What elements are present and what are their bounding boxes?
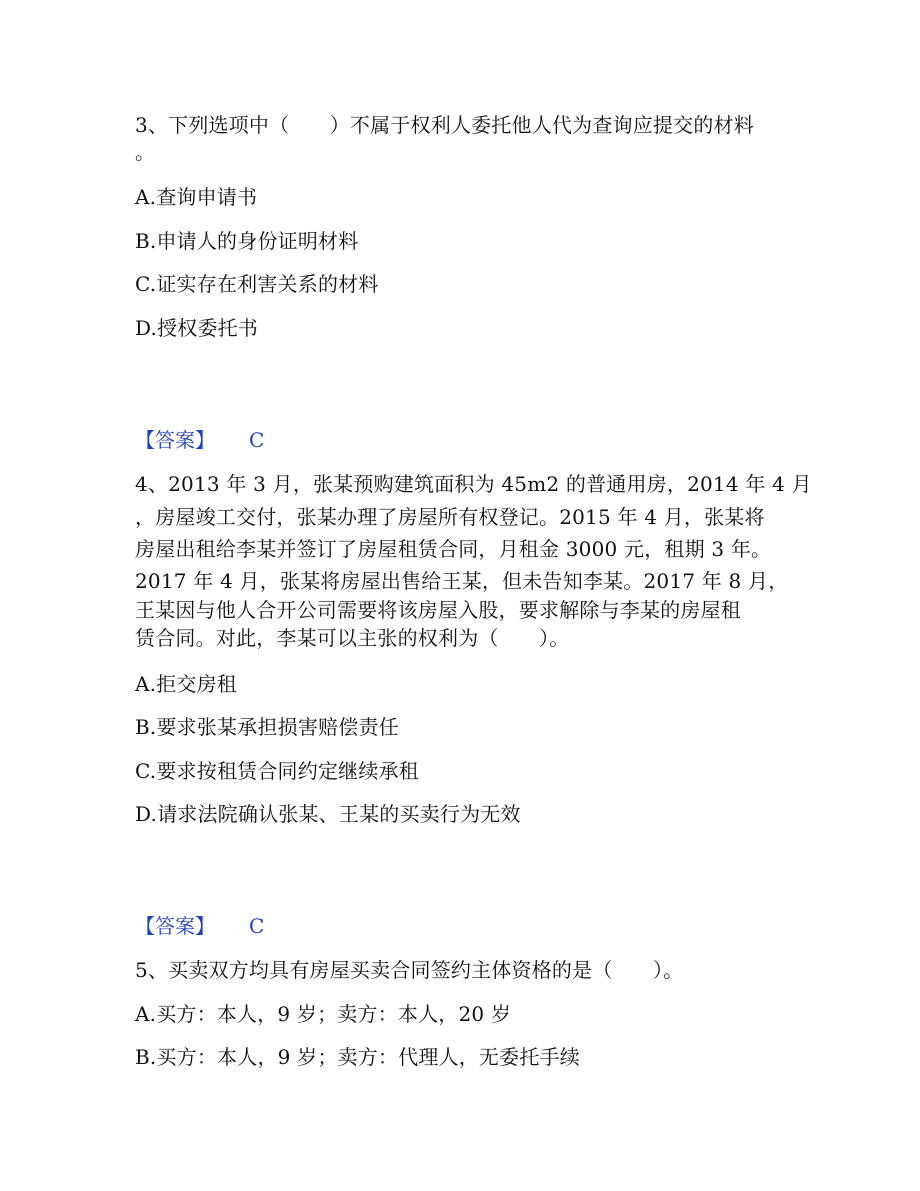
q4-stem-line-2: ，房屋竣工交付，张某办理了房屋所有权登记。2015 年 4 月，张某将 bbox=[135, 505, 765, 529]
q4-option-a: A.拒交房租 bbox=[135, 672, 238, 696]
q4-option-c: C.要求按租赁合同约定继续承租 bbox=[135, 759, 419, 783]
q3-stem-line-1: 3、下列选项中（ ）不属于权利人委托他人代为查询应提交的材料 bbox=[135, 113, 754, 137]
q3-option-c: C.证实存在利害关系的材料 bbox=[135, 272, 379, 296]
q4-answer-label: 【答案】 bbox=[135, 914, 215, 938]
q5-option-a: A.买方：本人，9 岁；卖方：本人，20 岁 bbox=[135, 1002, 512, 1026]
q4-stem-line-5: 王某因与他人合开公司需要将该房屋入股，要求解除与李某的房屋租 bbox=[135, 598, 741, 622]
q4-option-b: B.要求张某承担损害赔偿责任 bbox=[135, 715, 399, 739]
q4-answer-value: C bbox=[249, 914, 265, 938]
q4-stem-line-3: 房屋出租给李某并签订了房屋租赁合同，月租金 3000 元，租期 3 年。 bbox=[135, 537, 772, 561]
q4-answer bbox=[135, 914, 264, 938]
q3-answer-value: C bbox=[249, 428, 265, 452]
q3-option-d: D.授权委托书 bbox=[135, 316, 259, 340]
q4-stem-line-1: 4、2013 年 3 月，张某预购建筑面积为 45m2 的普通用房，2014 年 4 月 bbox=[135, 472, 812, 496]
q3-answer-label: 【答案】 bbox=[135, 428, 215, 452]
q3-answer bbox=[135, 428, 264, 452]
q3-stem-line-2: 。 bbox=[135, 140, 156, 164]
q3-option-b: B.申请人的身份证明材料 bbox=[135, 229, 359, 253]
q4-stem-line-4: 2017 年 4 月，张某将房屋出售给王某，但未告知李某。2017 年 8 月， bbox=[135, 569, 789, 593]
q4-stem-line-6: 赁合同。对此，李某可以主张的权利为（ ）。 bbox=[135, 626, 570, 650]
q5-option-b: B.买方：本人，9 岁；卖方：代理人，无委托手续 bbox=[135, 1045, 580, 1069]
q3-option-a: A.查询申请书 bbox=[135, 185, 258, 209]
q5-stem-line-1: 5、买卖双方均具有房屋买卖合同签约主体资格的是（ ）。 bbox=[135, 958, 684, 982]
q4-option-d: D.请求法院确认张某、王某的买卖行为无效 bbox=[135, 802, 521, 826]
